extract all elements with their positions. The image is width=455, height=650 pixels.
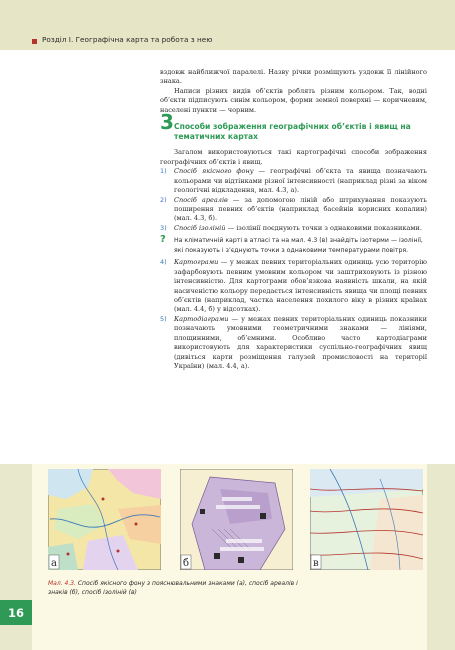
paragraph: Загалом використовуються такі картографічні способи зображення географічних об’єктів і явищ. xyxy=(160,148,427,166)
map-c-image xyxy=(310,469,423,570)
running-header-title: Розділ І. Географічна карта та робота з нею xyxy=(42,35,213,44)
list-text: — у межах певних територіальних одиниць усю територію зафарбовують певним умовним кольором чи заштриховують із різною інтенсивністю. Для картограми обов’язкова наявність шкали, на якій насиченістю кольору передається інтенсивність явища чи площі певних об’єктів (наприклад, частка населення похилого віку в різних країнах (мал. 4.4, б) у відсотках). xyxy=(174,258,427,314)
main-text xyxy=(160,68,427,372)
question-mark-icon: ? xyxy=(160,234,166,246)
list-item xyxy=(160,196,427,224)
paragraph: Написи різних видів об’єктів роблять різним кольором. Так, водні об’єкти підписують синім кольором, форми земної поверхні — коричневим, населені пункти — чорним. xyxy=(160,86,427,114)
figure-caption xyxy=(48,579,308,597)
list-term: Картодіаграми xyxy=(174,314,229,323)
map-letter: а xyxy=(51,558,57,569)
list-text: — у межах певних територіальних одиниць показники позначають умовними геометричними знаками — лініями, площинними, об’ємними. Особливо часто картодіаграми використовують для характеристики суспільно-географічних явищ (дивіться карти розміщення галузей промисловості на території України) (мал. 4.4, а). xyxy=(174,314,427,371)
question-block xyxy=(160,236,427,255)
list-text: — географічні об’єкта та явища позначають кольорами чи відтінками різної інтенсивності (наприклад різні за віком геологічні відкладення, мал. 4.3, а). xyxy=(174,167,427,195)
list-number: 3) xyxy=(160,223,167,232)
section-heading xyxy=(160,110,427,144)
list-number: 2) xyxy=(160,195,167,204)
map-letter: в xyxy=(313,558,319,569)
map-b-image xyxy=(180,469,293,570)
list-term: Спосіб ізоліній xyxy=(174,223,226,232)
section-title: Способи зображення географічних об’єктів і явищ на тематичних картах xyxy=(174,122,411,142)
list-number: 5) xyxy=(160,314,167,323)
list-number: 4) xyxy=(160,258,167,267)
isoline-map-icon xyxy=(310,469,423,570)
list-text: — ізолінії поєднують точки з однаковими показниками. xyxy=(225,223,422,232)
question-text: На кліматичній карті в атласі та на мал. 4.3 (в) знайдіть ізотерми — ізолінії, які показують і з’єднують точки з однаковими температурами повітря. xyxy=(174,237,423,254)
list-item xyxy=(160,315,427,372)
list-number: 1) xyxy=(160,167,167,176)
list-item xyxy=(160,167,427,195)
list-text: — за допомогою ліній або штрихування показують поширення певних об’єктів (наприклад басейнів корисних копалин) (мал. 4.3, б). xyxy=(174,195,427,223)
coal-basin-map-icon xyxy=(180,469,293,570)
page-header xyxy=(0,0,455,50)
geologic-map-icon xyxy=(48,469,161,570)
caption-label: Мал. 4.3. xyxy=(48,580,76,587)
list-item xyxy=(160,258,427,315)
map-a-image xyxy=(48,469,161,570)
list-term: Спосіб ареалів xyxy=(174,195,228,204)
page-number: 16 xyxy=(0,600,32,625)
section-number: 3 xyxy=(160,110,174,135)
caption-text: Спосіб якісного фону з пояснювальними знаками (а), спосіб ареалів і знаків (б), спосіб ізоліній (в) xyxy=(48,580,298,597)
list-term: Спосіб якісного фону xyxy=(174,167,254,176)
paragraph: вздовж найближчої паралелі. Назву річки розміщують уздовж її лінійного знака. xyxy=(160,68,427,86)
list-item xyxy=(160,224,427,233)
list-term: Картограми xyxy=(174,258,219,267)
section-marker-icon xyxy=(32,39,37,44)
map-letter: б xyxy=(183,558,190,569)
